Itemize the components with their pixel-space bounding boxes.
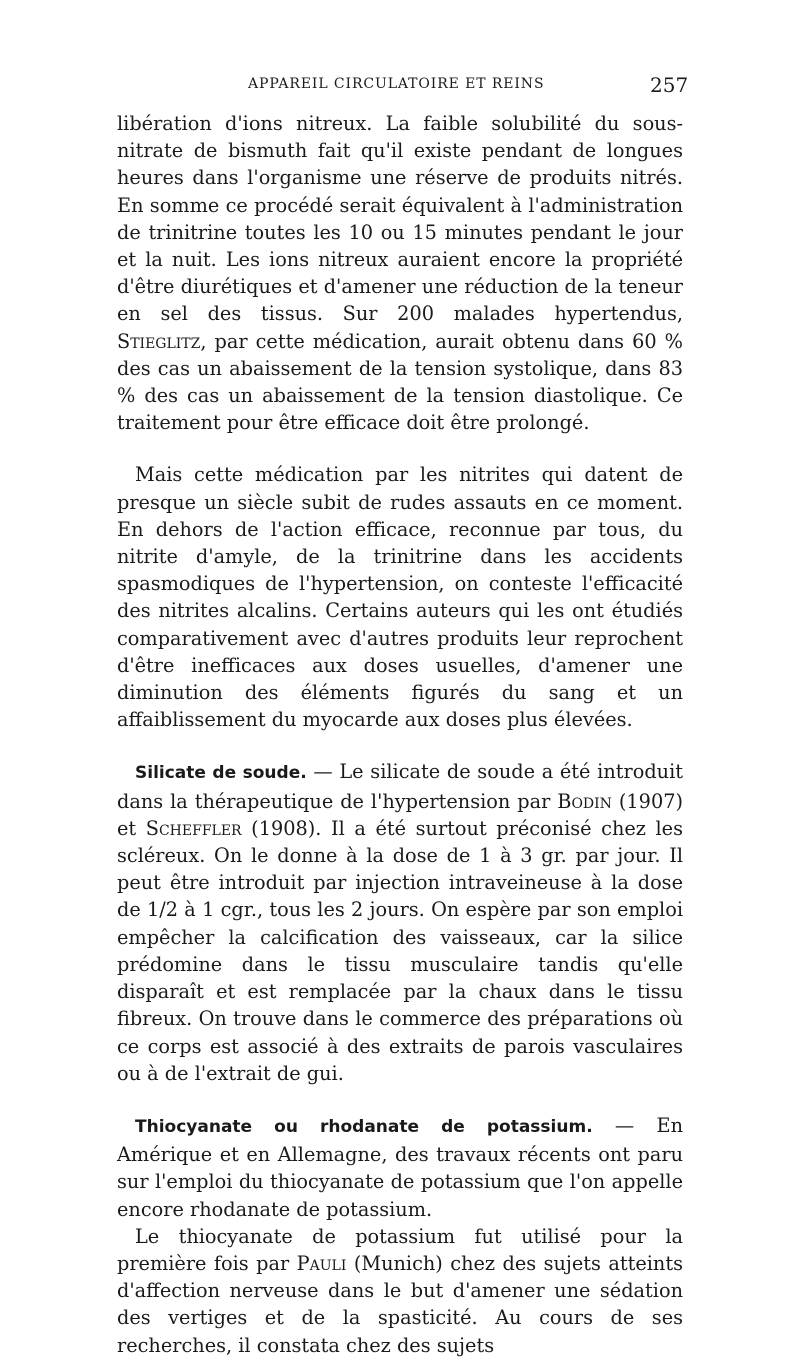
author-bodin: Bodin [557, 789, 612, 813]
paragraph-1-text: libération d'ions nitreux. La faible solubilité du sous-nitrate de bismuth fait qu'il existe pendant de longues heures dans l'organisme une réserve de produits nitrés. En somme ce procédé serait équivalent à l'administration de trinitrine toutes les 10 ou 15 minutes pendant le jour et la nuit. Les ions nitreux auraient encore la propriété d'être diurétiques et d'amener une réduction de la teneur en sel des tissus. Sur 200 malades hypertendus, [117, 112, 683, 326]
running-title: APPAREIL CIRCULATOIRE ET REINS [248, 76, 545, 92]
section-heading-silicate: Silicate de soude. [135, 763, 307, 784]
author-pauli: Pauli [296, 1251, 347, 1275]
paragraph-4-text: — En Amérique et en Allemagne, des travaux récents ont paru sur l'emploi du thiocyanate de potassium que l'on appelle encore rhodanate de potassium. [117, 1113, 683, 1221]
page-body [117, 110, 683, 1359]
paragraph-3-text: — Le silicate de soude a été introduit dans la thérapeutique de l'hypertension par [117, 760, 684, 813]
paragraph-5 [117, 1223, 683, 1359]
page-header [0, 73, 800, 100]
paragraph-1-text-cont: , par cette médication, aurait obtenu dans 60 % des cas un abaissement de la tension systolique, dans 83 % des cas un abaissement de la tension diastolique. Ce traitement pour être efficace doit être prolongé. [117, 329, 683, 435]
author-scheffler: Scheffler [145, 816, 242, 840]
paragraph-3-text-cont: (1907) et [117, 789, 683, 840]
paragraph-4 [117, 1112, 683, 1223]
paragraph-3 [117, 758, 683, 1086]
page-number: 257 [650, 73, 689, 97]
paragraph-5-text: Le thiocyanate de potassium fut utilisé pour la première fois par [117, 1224, 683, 1275]
paragraph-1 [117, 110, 683, 436]
section-heading-thiocyanate: Thiocyanate ou rhodanate de potassium. [135, 1116, 593, 1137]
paragraph-3-text-end: (1908). Il a été surtout préconisé chez les scléreux. On le donne à la dose de 1 à 3 gr. par jour. Il peut être introduit par injection intraveineuse à la dose de 1/2 à 1 cgr., tous les 2 jours. On espère par son emploi empêcher la calcification des vaisseaux, car la silice prédomine dans le tissu musculaire tandis qu'elle disparaît et est remplacée par la chaux dans le tissu fibreux. On trouve dans le commerce des préparations où ce corps est associé à des extraits de parois vasculaires ou à de l'extrait de gui. [117, 816, 683, 1085]
paragraph-5-text-cont: (Munich) chez des sujets atteints d'affection nerveuse dans le but d'amener une sédation des vertiges et de la spasticité. Au cours de ses recherches, il constata chez des sujets [117, 1251, 683, 1357]
paragraph-2 [117, 461, 683, 733]
paragraph-2-text: Mais cette médication par les nitrites qui datent de presque un siècle subit de rudes assauts en ce moment. En dehors de l'action efficace, reconnue par tous, du nitrite d'amyle, de la trinitrine dans les accidents spasmodiques de l'hypertension, on conteste l'efficacité des nitrites alcalins. Certains auteurs qui les ont étudiés comparativement avec d'autres produits leur reprochent d'être inefficaces aux doses usuelles, d'amener une diminution des éléments figurés du sang et un affaiblissement du myocarde aux doses plus élevées. [117, 463, 683, 732]
author-stieglitz: Stieglitz [117, 329, 201, 353]
